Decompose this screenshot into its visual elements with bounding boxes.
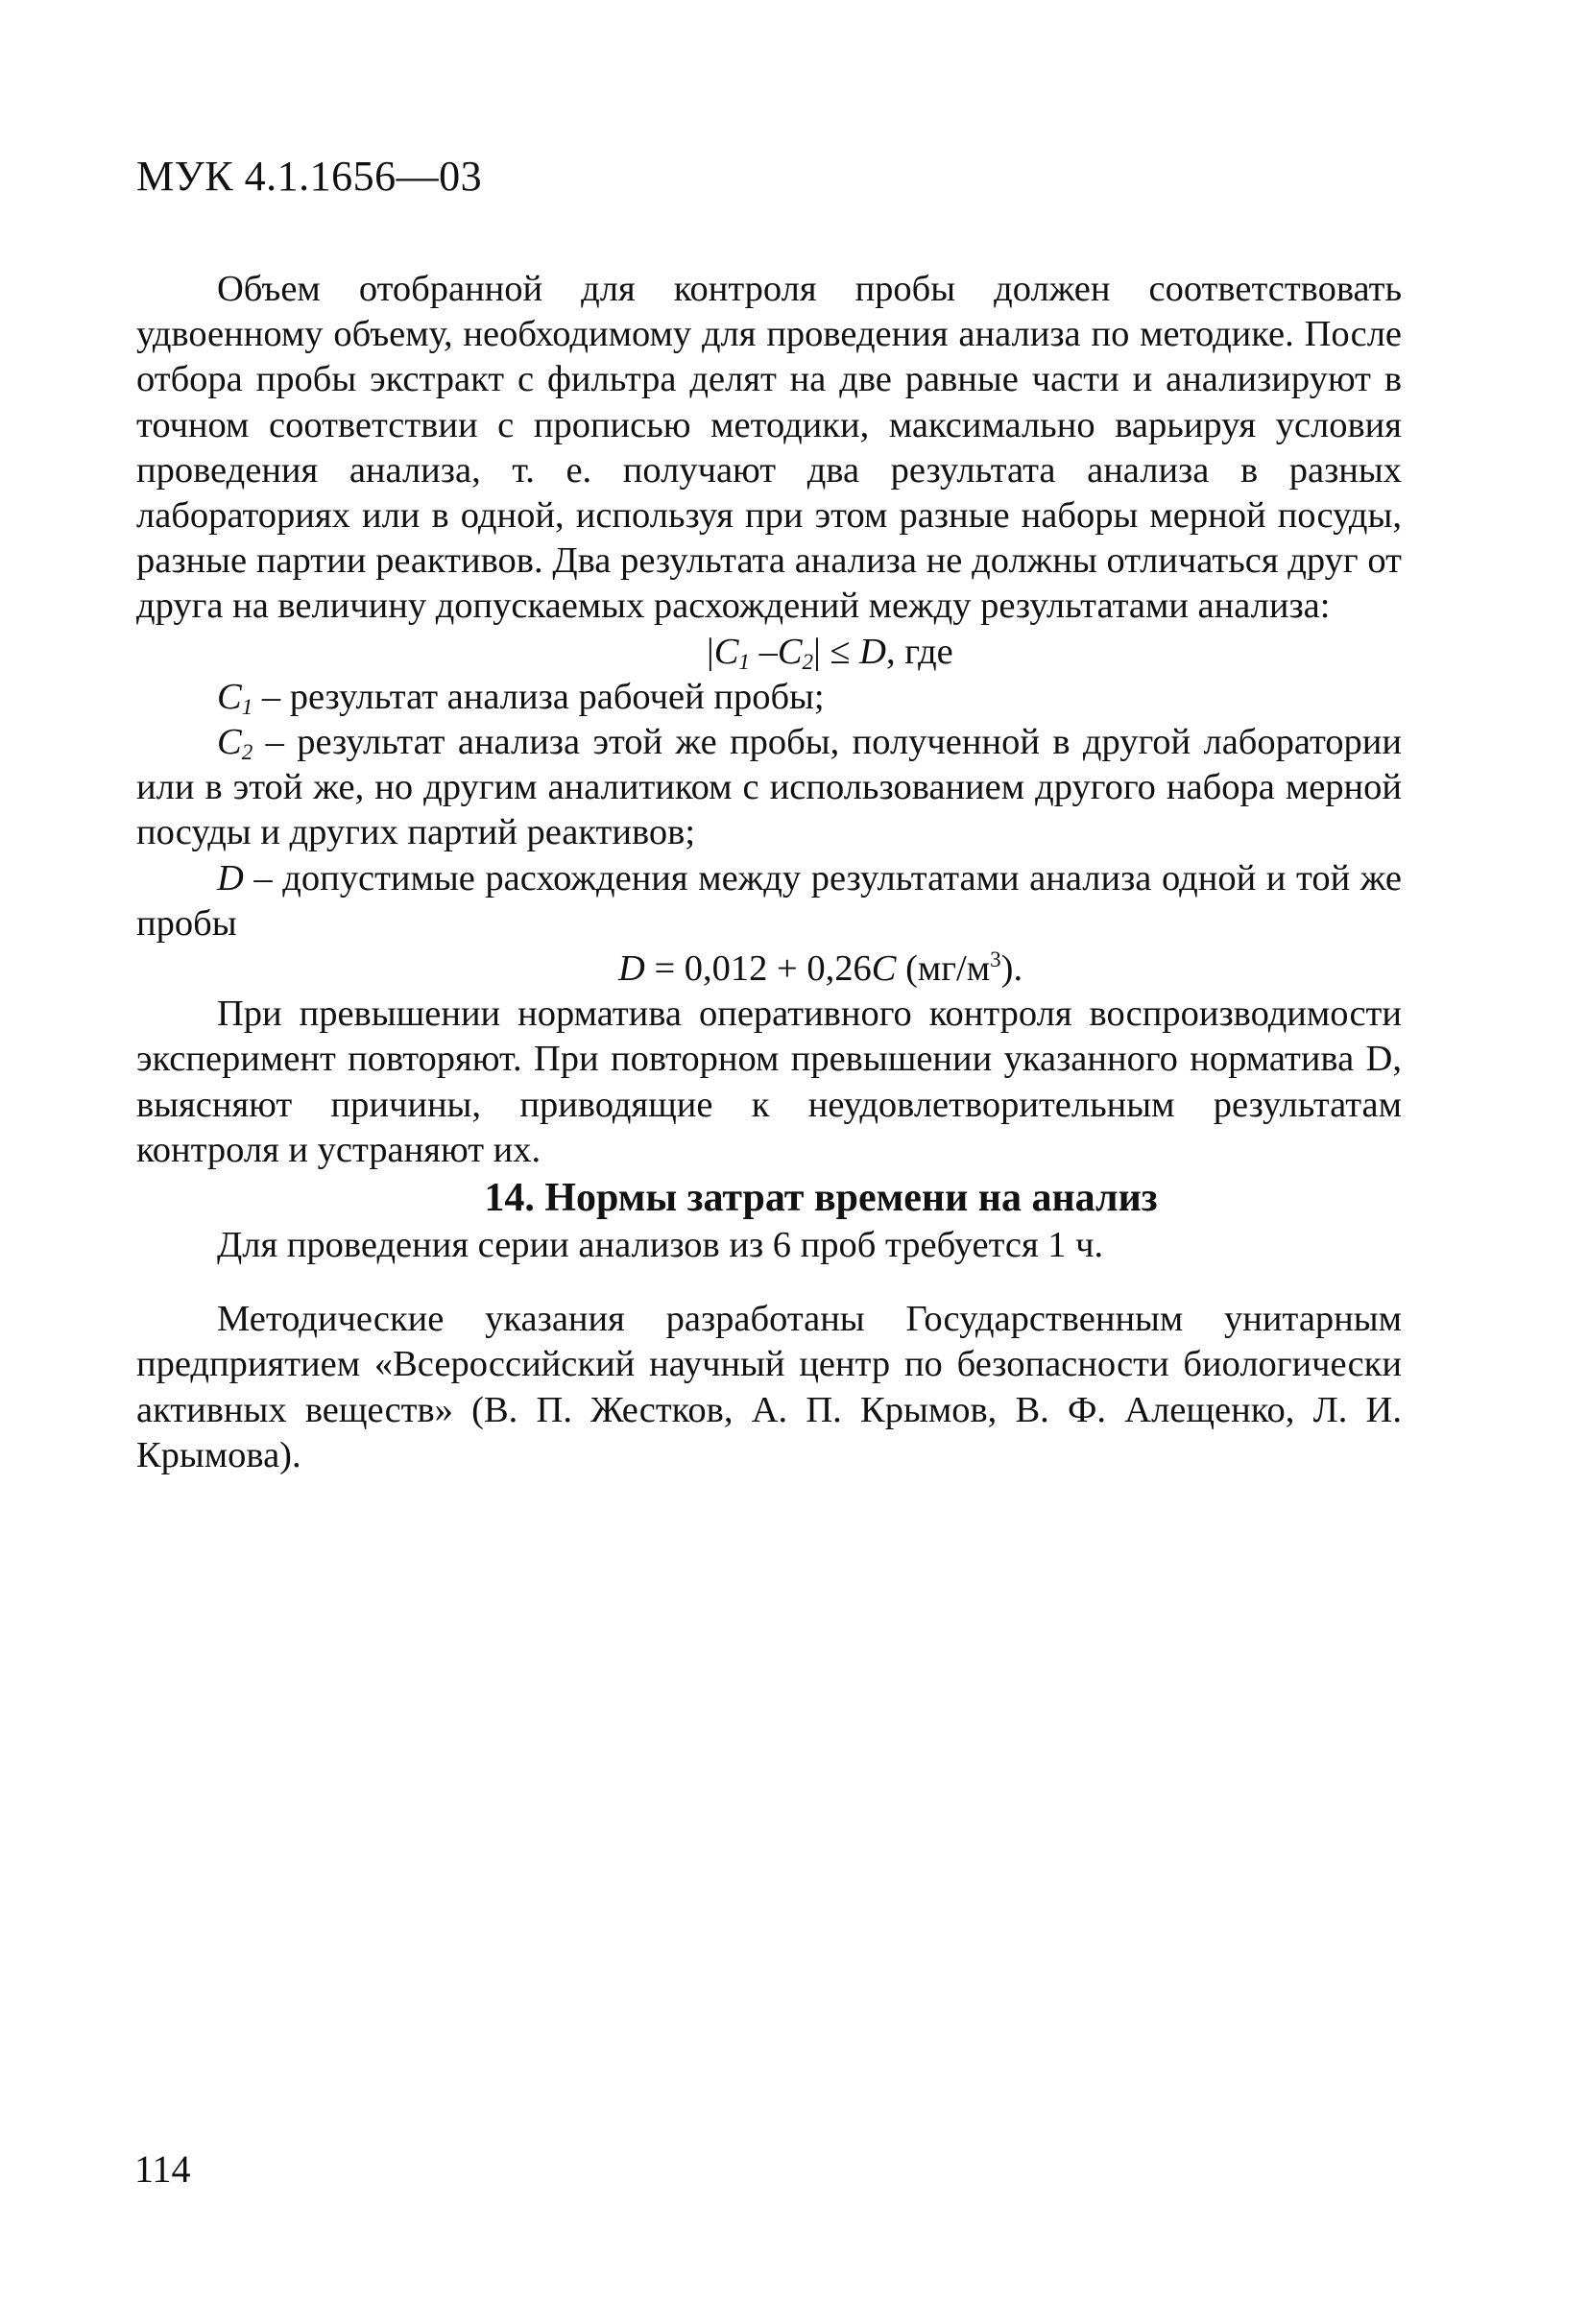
definition-c2: $C_2$ – результат анализа этой же пробы, полученной в другой лаборатории или в этой же, но другим аналитиком с использованием другого набора мерной посуды и других партий реактивов; <box>136 722 1402 853</box>
formula-tolerance: D = 0,012 + 0,26C $(мг/м^3)$. <box>618 946 1023 990</box>
document-code-header: МУК 4.1.1656—03 <box>136 153 483 200</box>
definitions-list <box>136 675 1402 946</box>
paragraph-time-norm: Для проведения серии анализов из 6 проб требуется 1 ч. <box>217 1225 1104 1266</box>
paragraph-exceed-norm: При превышении норматива оперативного контроля воспроизводимости эксперимент повторяют. При повторном превышении указанного норматива D, выясняют причины, приводящие к неудовлетворительным результатам контроля и устраняют их. <box>136 994 1402 1170</box>
section-heading-14: 14. Нормы затрат времени на анализ <box>484 1176 1158 1221</box>
formula-difference: $|C_1$ $-C_2| \le D$, где <box>707 631 953 674</box>
document-body <box>136 267 1402 1478</box>
paragraph-credits: Методические указания разработаны Государственным унитарным предприятием «Всероссийский научный центр по безопасности биологически активных веществ» (В. П. Жестков, А. П. Крымов, В. Ф. Алещенко, Л. И. Крымова). <box>136 1299 1402 1475</box>
definition-c1: $C_1$ – результат анализа рабочей пробы; <box>217 676 825 719</box>
page-number: 114 <box>134 2147 191 2191</box>
definition-d: D – допустимые расхождения между результатами анализа одной и той же пробы <box>136 857 1402 944</box>
paragraph-sample-volume: Объем отобранной для контроля пробы должен соответствовать удвоенному объему, необходимому для проведения анализа по методике. После отбора пробы экстракт с фильтра делят на две равные части и анализируют в точном соответствии с прописью методики, максимально варьируя условия проведения анализа, т. е. получают два результата анализа в разных лабораториях или в одной, используя при этом разные наборы мерной посуды, разные партии реактивов. Два результата анализа не должны отличаться друг от друга на величину допускаемых расхождений между результатами анализа: <box>136 269 1402 627</box>
spacer <box>136 1268 1402 1297</box>
